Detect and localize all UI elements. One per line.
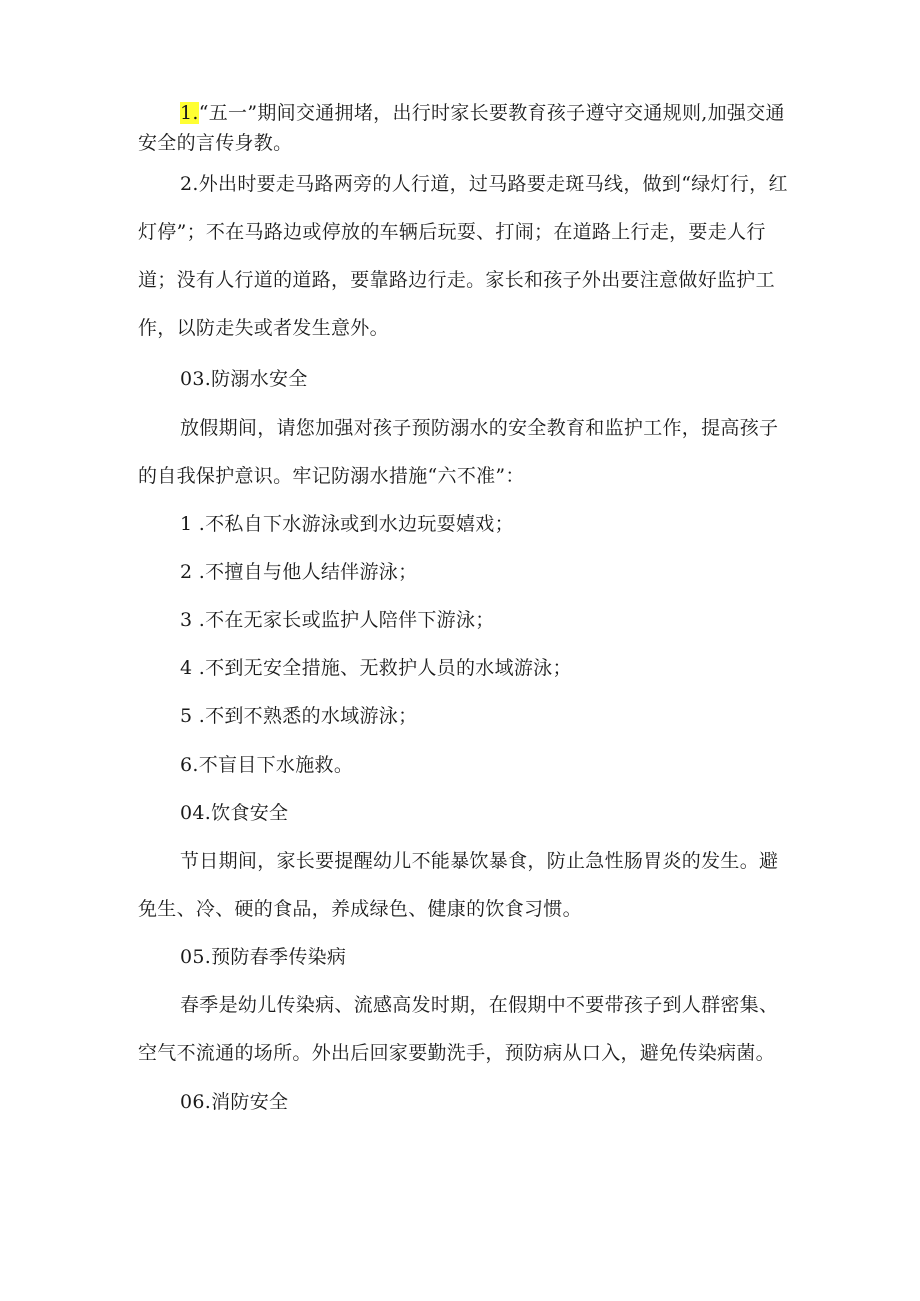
paragraph-traffic-holiday (138, 98, 788, 158)
section-heading-drowning: 03.防溺水安全 (180, 368, 308, 390)
paragraph-drowning-intro: 放假期间，请您加强对孩子预防溺水的安全教育和监护工作，提高孩子的自我保护意识。牢记防溺水措施“六不准”： (138, 417, 779, 487)
rule-item-3: 3 .不在无家长或监护人陪伴下游泳； (180, 609, 495, 631)
highlighted-list-number: 1. (180, 102, 199, 124)
paragraph-food-safety: 节日期间，家长要提醒幼儿不能暴饮暴食，防止急性肠胃炎的发生。避免生、冷、硬的食品，养成绿色、健康的饮食习惯。 (138, 850, 779, 920)
rule-item-2: 2 .不擅自与他人结伴游泳； (180, 561, 418, 583)
rule-item-5: 5 .不到不熟悉的水域游泳； (180, 705, 418, 727)
paragraph-text: “五一”期间交通拥堵，出行时家长要教育孩子遵守交通规则,加强交通安全的言传身教。 (138, 102, 785, 154)
paragraph-disease-prevention: 春季是幼儿传染病、流感高发时期，在假期中不要带孩子到人群密集、空气不流通的场所。外出后回家要勤洗手，预防病从口入，避免传染病菌。 (138, 994, 779, 1064)
paragraph-traffic-rules: 2.外出时要走马路两旁的人行道，过马路要走斑马线，做到“绿灯行，红灯停”；不在马路边或停放的车辆后玩耍、打闹；在道路上行走，要走人行道；没有人行道的道路，要靠路边行走。家长和孩子外出要注意做好监护工作，以防走失或者发生意外。 (138, 173, 788, 339)
rule-item-4: 4 .不到无安全措施、无救护人员的水域游泳； (180, 657, 572, 679)
section-heading-disease: 05.预防春季传染病 (180, 946, 347, 968)
rule-item-6: 6.不盲目下水施救。 (180, 754, 354, 776)
rule-item-1: 1 .不私自下水游泳或到水边玩耍嬉戏； (180, 513, 514, 535)
section-heading-fire: 06.消防安全 (180, 1091, 289, 1113)
section-heading-food: 04.饮食安全 (180, 802, 289, 824)
